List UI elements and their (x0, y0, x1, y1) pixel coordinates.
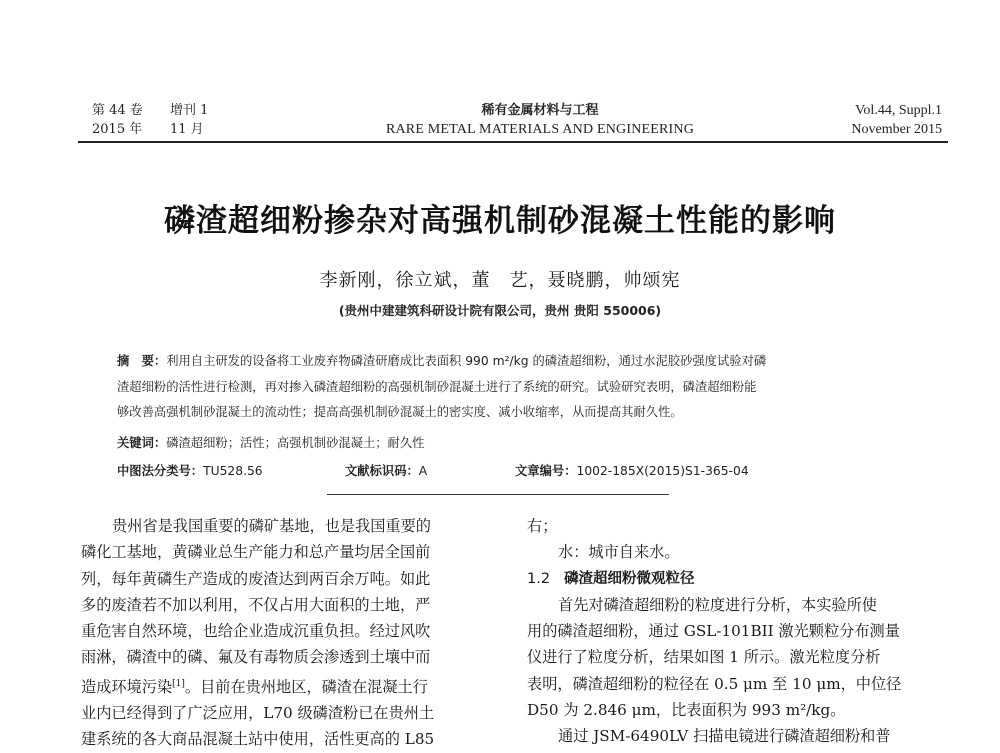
header-issue-info (92, 101, 262, 139)
document-code-value: A (418, 464, 428, 478)
header-year-cn: 2015 年 (92, 122, 143, 137)
header-rule (78, 141, 948, 143)
body-line: 重危害自然环境，也给企业造成沉重负担。经过风吹 (81, 622, 431, 641)
header-month-cn: 11 月 (170, 122, 204, 137)
header-volume-info (742, 101, 942, 139)
abstract-line: 够改善高强机制砂混凝土的流动性；提高高强机制砂混凝土的密实度、减小收缩率，从而提高其耐久性。 (117, 405, 683, 419)
clc-value: TU528.56 (203, 464, 263, 478)
keywords-text: 磷渣超细粉；活性；高强机制砂混凝土；耐久性 (166, 436, 425, 450)
abstract-line: 渣超细粉的活性进行检测，再对掺入磷渣超细粉的高强机制砂混凝土进行了系统的研究。试验研究表明，磷渣超细粉能 (117, 379, 757, 394)
body-line: 雨淋，磷渣中的磷、氟及有毒物质会渗透到土壤中而 (81, 648, 431, 667)
body-line: 列，每年黄磷生产造成的废渣达到两百余万吨。如此 (81, 569, 431, 588)
header-issue-cn: 增刊 1 (170, 103, 209, 118)
body-line: 磷化工基地，黄磷业总生产能力和总产量均居全国前 (81, 543, 431, 562)
body-text: 。目前在贵州地区，磷渣在混凝土行 (184, 677, 428, 696)
paper-affiliation: (贵州中建建筑科研设计院有限公司，贵州 贵阳 550006) (338, 303, 662, 318)
body-line: 业内已经得到了广泛应用，L70 级磷渣粉已在贵州土 (81, 704, 435, 723)
article-number-value: 1002-185X(2015)S1-365-04 (576, 464, 749, 478)
body-line: 用的磷渣超细粉，通过 GSL-101BII 激光颗粒分布测量 (527, 622, 900, 641)
body-line (81, 671, 493, 700)
paper-title: 磷渣超细粉掺杂对高强机制砂混凝土性能的影响 (164, 203, 836, 239)
keywords-label: 关键词： (117, 436, 167, 450)
article-number-label: 文章编号： (515, 464, 577, 478)
document-code (345, 461, 427, 479)
document-code-label: 文献标识码： (345, 464, 419, 478)
abstract-separator-rule (327, 494, 669, 495)
paper-authors: 李新刚，徐立斌，董 艺，聂晓鹏，帅颂宪 (319, 270, 681, 291)
journal-name-en: RARE METAL MATERIALS AND ENGINEERING (385, 122, 695, 137)
body-text: 造成环境污染 (81, 677, 173, 696)
body-line: 贵州省是我国重要的磷矿基地，也是我国重要的 (112, 517, 431, 535)
citation-ref: [1] (172, 678, 185, 689)
journal-name-cn: 稀有金属材料与工程 (481, 103, 599, 118)
clc-label: 中图法分类号： (117, 464, 204, 478)
body-line: 首先对磷渣超细粉的粒度进行分析，本实验所使 (558, 595, 877, 614)
abstract (117, 349, 927, 426)
abstract-line (117, 349, 927, 375)
header-date-en: November 2015 (851, 122, 942, 137)
abstract-label: 摘 要： (117, 354, 167, 368)
keywords (117, 433, 424, 451)
body-column-left (81, 513, 493, 753)
clc-number (117, 461, 263, 479)
section-number: 1.2 (527, 570, 551, 587)
header-volume-en: Vol.44, Suppl.1 (855, 103, 942, 118)
body-line: 右； (527, 517, 558, 535)
body-line: 表明，磷渣超细粉的粒径在 0.5 μm 至 10 μm，中位径 (527, 674, 902, 693)
header-volume-cn: 第 44 卷 (92, 103, 143, 118)
section-heading (527, 566, 947, 592)
body-line: 建系统的各大商品混凝土站中使用，活性更高的 L85 (81, 730, 435, 749)
section-title: 磷渣超细粉微观粒径 (564, 570, 695, 587)
body-line: D50 为 2.846 μm，比表面积为 993 m²/kg。 (527, 701, 846, 720)
body-line: 多的废渣若不加以利用，不仅占用大面积的土地，严 (81, 595, 431, 614)
article-number (515, 461, 749, 479)
body-line: 水：城市自来水。 (558, 543, 680, 562)
body-line: 通过 JSM-6490LV 扫描电镜进行磷渣超细粉和普 (558, 727, 891, 746)
header-journal-name (330, 101, 750, 139)
body-column-right (527, 513, 947, 750)
abstract-text: 利用自主研发的设备将工业废弃物磷渣研磨成比表面积 990 m²/kg 的磷渣超细粉，通过水泥胶砂强度试验对磷 (166, 354, 767, 368)
body-line: 仪进行了粒度分析，结果如图 1 所示。激光粒度分析 (527, 648, 881, 667)
